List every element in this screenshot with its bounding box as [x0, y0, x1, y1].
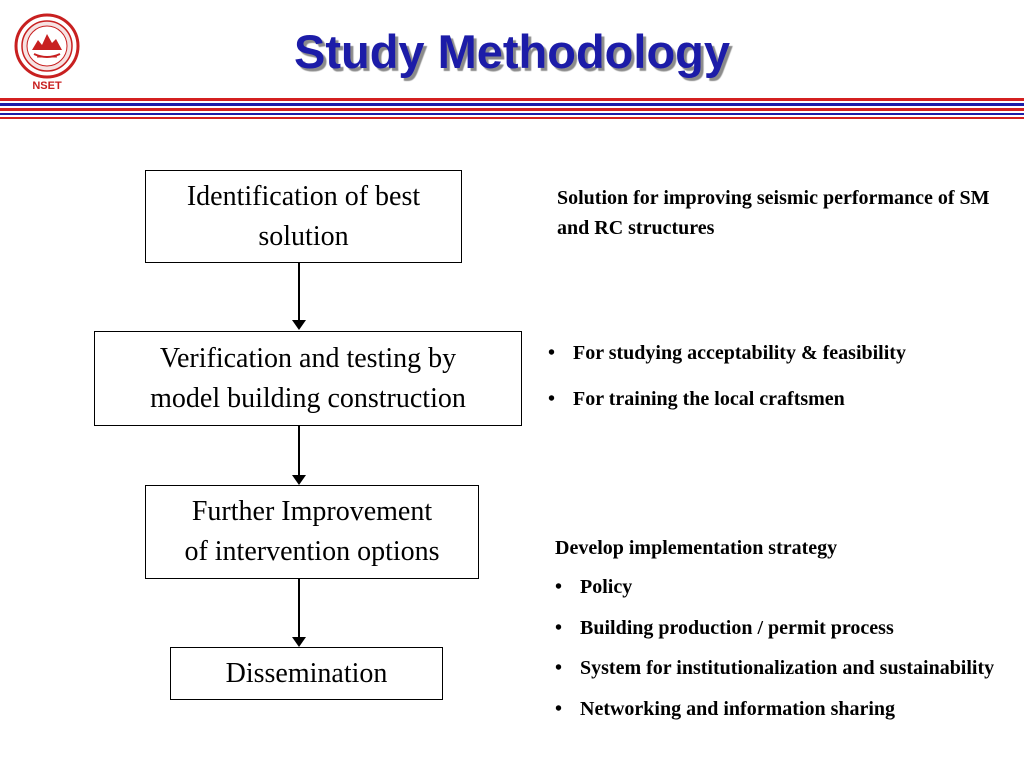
- list-item: [548, 341, 1018, 365]
- flow-step-identification: Identification of best solution: [145, 170, 462, 263]
- header-stripes: [0, 98, 1024, 122]
- bullet-glyph: •: [548, 342, 556, 364]
- nset-seal-icon: [10, 12, 84, 94]
- bullet-glyph: •: [555, 698, 563, 720]
- list-item: [548, 387, 1018, 411]
- flow-arrow-1: [292, 263, 306, 330]
- solution-note: Solution for improving seismic performance of SM and RC structures: [557, 187, 990, 239]
- implementation-bullet-text: Policy: [580, 576, 633, 598]
- implementation-heading: Develop implementation strategy: [555, 537, 838, 559]
- flow-step-improvement: Further Improvement of intervention options: [145, 485, 479, 579]
- list-item: [555, 656, 1000, 681]
- stripe-blue-2: [0, 113, 1024, 115]
- stripe-red-2: [0, 108, 1024, 111]
- bullet-glyph: •: [555, 576, 563, 598]
- flow-arrow-3: [292, 579, 306, 647]
- bullet-glyph: •: [548, 388, 556, 410]
- implementation-bullet-list: [555, 575, 1000, 721]
- implementation-bullet-text: Building production / permit process: [580, 617, 894, 639]
- stripe-red-3: [0, 117, 1024, 119]
- verification-bullet-text: For studying acceptability & feasibility: [573, 342, 906, 364]
- bullet-glyph: •: [555, 657, 563, 679]
- logo-text: NSET: [32, 80, 62, 92]
- nset-logo: [10, 12, 84, 94]
- stripe-blue-1: [0, 103, 1024, 106]
- list-item: [555, 575, 1000, 599]
- page-title: Study Methodology: [293, 25, 730, 78]
- implementation-bullet-text: Networking and information sharing: [580, 698, 896, 720]
- flow-step-verification: Verification and testing by model building construction: [94, 331, 522, 426]
- stripe-red-1: [0, 98, 1024, 101]
- verification-bullet-list: [548, 341, 1018, 411]
- list-item: [555, 616, 1000, 640]
- flow-arrow-2: [292, 426, 306, 485]
- implementation-bullet-text: System for institutionalization and sustainability: [580, 657, 995, 679]
- flow-step-dissemination: Dissemination: [170, 647, 443, 700]
- list-item: [555, 697, 1000, 721]
- verification-bullet-text: For training the local craftsmen: [573, 388, 845, 410]
- bullet-glyph: •: [555, 617, 563, 639]
